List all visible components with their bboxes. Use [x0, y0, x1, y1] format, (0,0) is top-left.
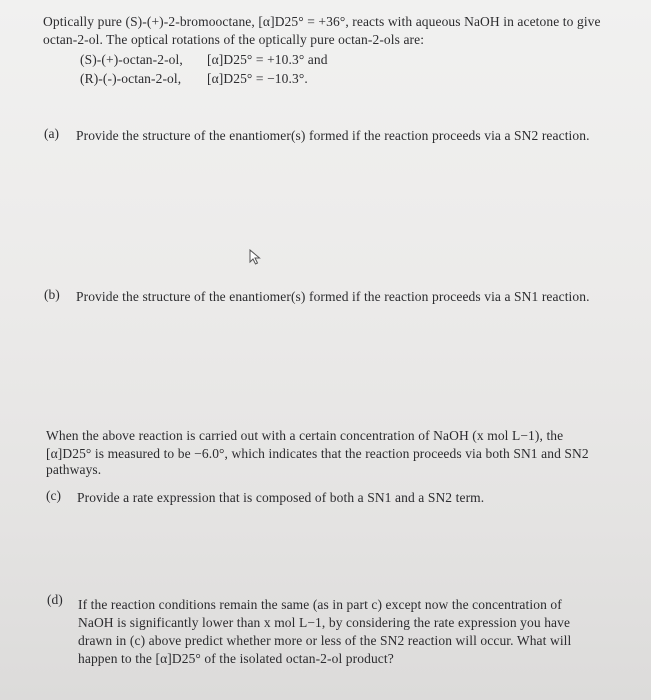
intro-line-1: Optically pure (S)-(+)-2-bromooctane, [α]D25° = +36°, reacts with aqueous NaOH in acetone to give — [43, 14, 601, 29]
part-c-label: (c) — [46, 488, 61, 503]
part-d-line-1: If the reaction conditions remain the same (as in part c) except now the concentration of — [78, 597, 562, 612]
context-line-1: When the above reaction is carried out with a certain concentration of NaOH (x mol L−1), the — [46, 428, 564, 443]
s-isomer-rotation: [α]D25° = +10.3° and — [207, 52, 328, 67]
context-line-2: [α]D25° is measured to be −6.0°, which indicates that the reaction proceeds via both SN1 and SN2 — [46, 446, 589, 461]
part-c-question: Provide a rate expression that is composed of both a SN1 and a SN2 term. — [77, 490, 485, 505]
part-d-line-2: NaOH is significantly lower than x mol L−1, by considering the rate expression you have — [78, 615, 571, 630]
s-isomer-name: (S)-(+)-octan-2-ol, — [80, 52, 183, 67]
part-b-question: Provide the structure of the enantiomer(s) formed if the reaction proceeds via a SN1 reaction. — [76, 289, 590, 304]
part-a-question: Provide the structure of the enantiomer(s) formed if the reaction proceeds via a SN2 reaction. — [76, 128, 590, 143]
r-isomer-name: (R)-(-)-octan-2-ol, — [80, 71, 182, 86]
part-b-label: (b) — [44, 287, 60, 302]
mouse-pointer-icon — [249, 249, 263, 265]
context-line-3: pathways. — [46, 462, 102, 477]
part-d-label: (d) — [47, 592, 63, 607]
r-isomer-rotation: [α]D25° = −10.3°. — [207, 71, 308, 86]
part-d-line-3: drawn in (c) above predict whether more or less of the SN2 reaction will occur. What will — [78, 633, 572, 648]
part-d-line-4: happen to the [α]D25° of the isolated octan-2-ol product? — [78, 651, 394, 666]
intro-line-2: octan-2-ol. The optical rotations of the optically pure octan-2-ols are: — [43, 32, 425, 47]
part-a-label: (a) — [44, 126, 59, 141]
